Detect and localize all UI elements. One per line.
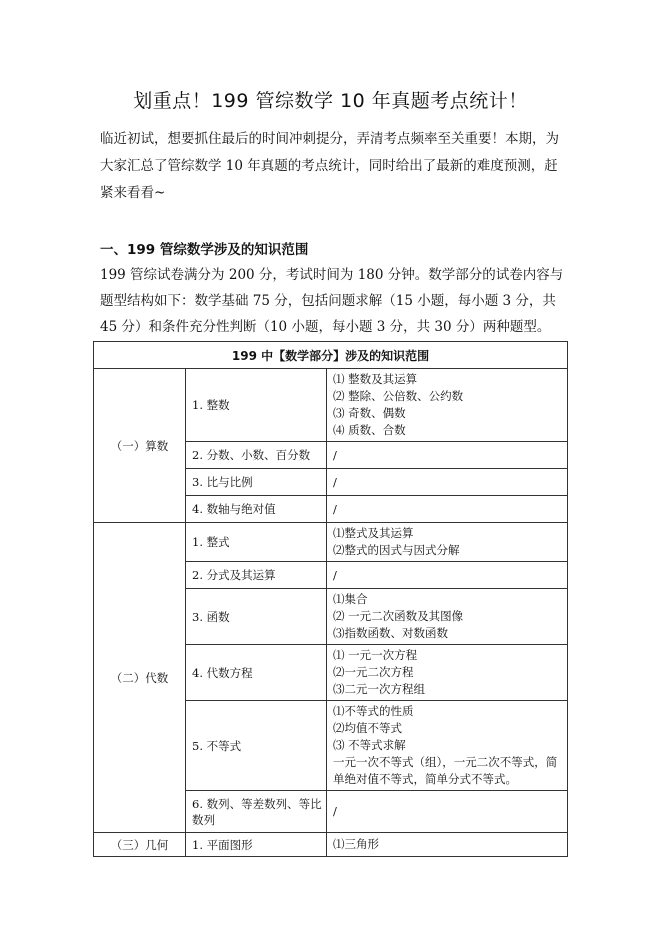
detail-line: ⑴整式及其运算 [333, 526, 414, 540]
topic-cell: 5. 不等式 [186, 701, 327, 791]
detail-line: ⑶二元一次方程组 [333, 682, 425, 696]
knowledge-table [93, 341, 568, 857]
detail-line: ⑴集合 [333, 592, 368, 606]
category-cell: （一）算数 [94, 369, 186, 523]
category-cell: （三）几何 [94, 833, 186, 857]
detail-line: ⑵一元二次方程 [333, 665, 414, 679]
topic-cell: 4. 代数方程 [186, 645, 327, 701]
table-row [94, 523, 568, 562]
detail-line: / [333, 447, 337, 462]
table-row [94, 369, 568, 442]
detail-cell [327, 833, 568, 857]
detail-line: / [333, 567, 337, 582]
table-header-row [94, 342, 568, 369]
detail-cell [327, 645, 568, 701]
table-body [94, 369, 568, 857]
detail-cell [327, 469, 568, 496]
topic-cell: 2. 分数、小数、百分数 [186, 442, 327, 469]
detail-cell [327, 369, 568, 442]
detail-line: ⑶指数函数、对数函数 [333, 626, 448, 640]
topic-cell: 4. 数轴与绝对值 [186, 496, 327, 523]
detail-line: / [333, 474, 337, 489]
intro-paragraph: 临近初试，想要抓住最后的时间冲刺提分，弄清考点频率至关重要！本期，为大家汇总了管综数学 10 年真题的考点统计，同时给出了最新的难度预测，赶紧来看看~ [100, 131, 559, 201]
detail-line: ⑵均值不等式 [333, 721, 402, 735]
topic-cell: 1. 整式 [186, 523, 327, 562]
detail-line: / [333, 501, 337, 516]
detail-line: ⑵整式的因式与因式分解 [333, 543, 460, 557]
topic-cell: 6. 数列、等差数列、等比数列 [186, 791, 327, 833]
detail-line: ⑴不等式的性质 [333, 704, 414, 718]
detail-cell [327, 442, 568, 469]
detail-line: / [333, 804, 337, 818]
table-header: 199 中【数学部分】涉及的知识范围 [94, 342, 568, 369]
detail-line: ⑴ 一元一次方程 [333, 648, 418, 662]
category-cell: （二）代数 [94, 523, 186, 833]
detail-cell [327, 701, 568, 791]
detail-line: 一元一次不等式（组），一元二次不等式，简单绝对值不等式，简单分式不等式。 [333, 755, 558, 786]
section-heading: 一、199 管综数学涉及的知识范围 [100, 242, 309, 258]
topic-cell: 3. 函数 [186, 589, 327, 645]
detail-cell [327, 562, 568, 589]
detail-line: ⑵ 整除、公倍数、公约数 [333, 389, 464, 403]
section-paragraph: 199 管综试卷满分为 200 分，考试时间为 180 分钟。数学部分的试卷内容与题型结构如下：数学基础 75 分，包括问题求解（15 小题，每小题 3 分，共 45 分）和条件充分性判断（10 小题，每小题 3 分，共 30 分）两种题型。 [100, 267, 564, 335]
page-title: 划重点！199 管综数学 10 年真题考点统计！ [133, 90, 528, 112]
topic-cell: 3. 比与比例 [186, 469, 327, 496]
detail-line: ⑷ 质数、合数 [333, 423, 406, 437]
detail-line: ⑶ 不等式求解 [333, 738, 406, 752]
topic-cell: 1. 整数 [186, 369, 327, 442]
detail-cell [327, 589, 568, 645]
table-row [94, 833, 568, 857]
topic-cell: 1. 平面图形 [186, 833, 327, 857]
detail-line: ⑴ 整数及其运算 [333, 372, 418, 386]
topic-cell: 2. 分式及其运算 [186, 562, 327, 589]
detail-line: ⑶ 奇数、偶数 [333, 406, 406, 420]
detail-cell [327, 496, 568, 523]
detail-cell [327, 523, 568, 562]
detail-line: ⑵ 一元二次函数及其图像 [333, 609, 464, 623]
detail-cell [327, 791, 568, 833]
detail-line: ⑴三角形 [333, 837, 379, 851]
